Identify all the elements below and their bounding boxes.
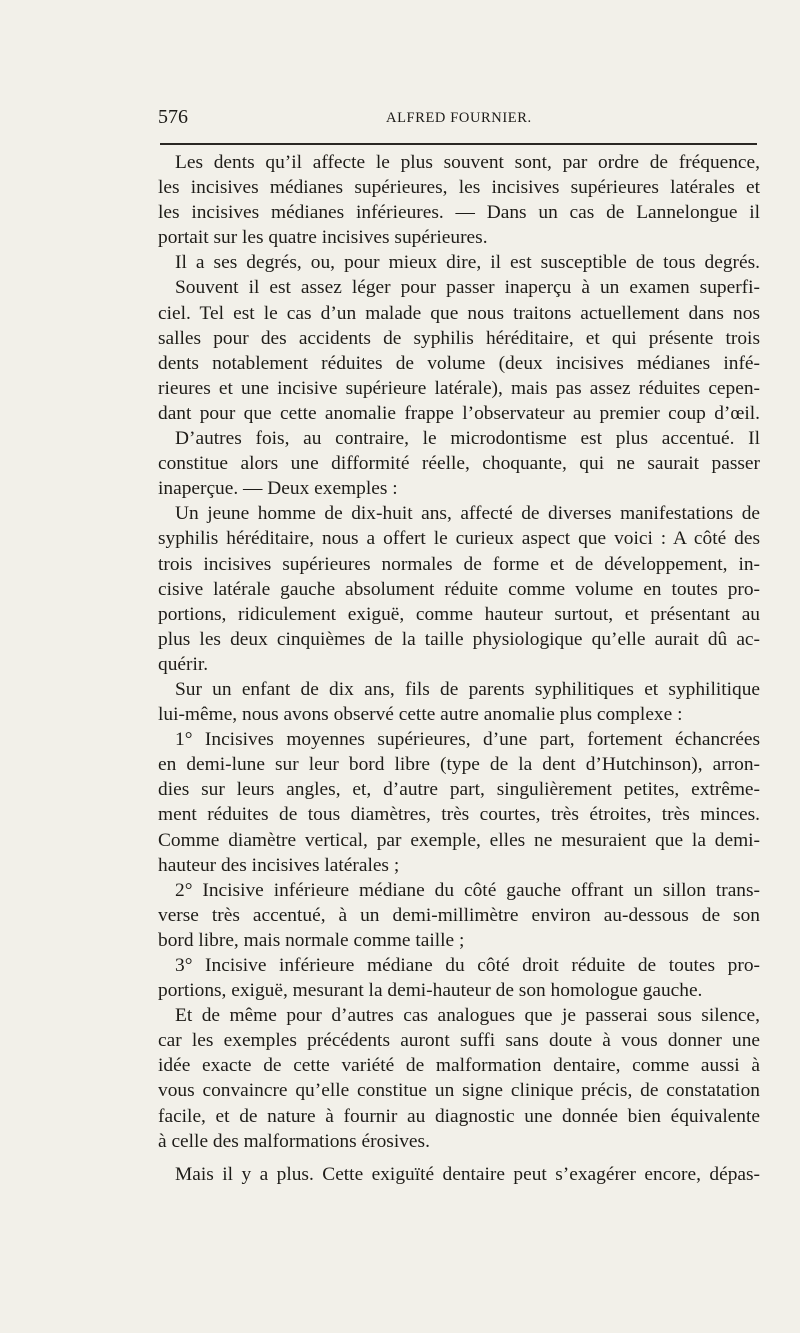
body-text	[158, 150, 760, 1187]
text-line: Sur un enfant de dix ans, fils de parents syphilitiques et syphilitique	[175, 678, 760, 700]
text-line: verse très accentué, à un demi-millimètre environ au-dessous de son	[158, 904, 760, 926]
text-line: 2° Incisive inférieure médiane du côté gauche offrant un sillon trans-	[175, 879, 760, 901]
text-line: ciel. Tel est le cas d’un malade que nous traitons actuellement dans nos	[158, 302, 760, 324]
text-line: vous convaincre qu’elle constitue un signe clinique précis, de constatation	[158, 1080, 760, 1102]
text-line: facile, et de nature à fournir au diagnostic une donnée bien équivalente	[158, 1105, 760, 1127]
text-line: inaperçue. — Deux exemples :	[158, 478, 398, 500]
text-line: Il a ses degrés, ou, pour mieux dire, il est susceptible de tous degrés.	[175, 252, 760, 274]
text-line: 1° Incisives moyennes supérieures, d’une part, fortement échancrées	[175, 729, 760, 751]
text-line: à celle des malformations érosives.	[158, 1130, 430, 1152]
text-line: bord libre, mais normale comme taille ;	[158, 929, 465, 951]
text-line: cisive latérale gauche absolument réduite comme volume en toutes pro-	[158, 578, 760, 600]
text-line: plus les deux cinquièmes de la taille physiologique qu’elle aurait dû ac-	[158, 628, 760, 650]
text-line: Comme diamètre vertical, par exemple, elles ne mesuraient que la demi-	[158, 829, 760, 851]
text-line: portions, exiguë, mesurant la demi-hauteur de son homologue gauche.	[158, 980, 703, 1002]
text-line: dents notablement réduites de volume (deux incisives médianes infé-	[158, 352, 760, 374]
text-line: Souvent il est assez léger pour passer inaperçu à un examen superfi-	[175, 277, 760, 299]
text-line: trois incisives supérieures normales de forme et de développement, in-	[158, 553, 760, 575]
text-line: syphilis héréditaire, nous a offert le curieux aspect que voici : A côté des	[158, 528, 760, 550]
text-line: rieures et une incisive supérieure latérale), mais pas assez réduites cepen-	[158, 377, 760, 399]
text-line: dant pour que cette anomalie frappe l’observateur au premier coup d’œil.	[158, 402, 760, 424]
text-line: car les exemples précédents auront suffi sans doute à vous donner une	[158, 1030, 760, 1052]
text-line: Un jeune homme de dix-huit ans, affecté de diverses manifestations de	[175, 503, 760, 525]
page-header	[158, 106, 758, 134]
text-line: constitue alors une difformité réelle, choquante, qui ne saurait passer	[158, 453, 760, 475]
text-line: les incisives médianes supérieures, les incisives supérieures latérales et	[158, 177, 760, 199]
running-head: ALFRED FOURNIER.	[386, 110, 532, 126]
paragraph-gap	[158, 1154, 760, 1162]
text-line: D’autres fois, au contraire, le microdontisme est plus accentué. Il	[175, 428, 760, 450]
text-line: portait sur les quatre incisives supérieures.	[158, 227, 488, 249]
text-line: idée exacte de cette variété de malformation dentaire, comme aussi à	[158, 1055, 760, 1077]
text-line: salles pour des accidents de syphilis héréditaire, et qui présente trois	[158, 327, 760, 349]
text-line: quérir.	[158, 653, 209, 675]
text-line: 3° Incisive inférieure médiane du côté droit réduite de toutes pro-	[175, 955, 760, 976]
header-rule	[160, 143, 757, 145]
text-line: hauteur des incisives latérales ;	[158, 854, 400, 876]
text-line: dies sur leurs angles, et, d’autre part, singulièrement petites, extrême-	[158, 779, 760, 801]
text-line: Mais il y a plus. Cette exiguïté dentaire peut s’exagérer encore, dépas-	[175, 1163, 760, 1185]
page-number: 576	[158, 106, 188, 128]
text-line: lui-même, nous avons observé cette autre anomalie plus complexe :	[158, 704, 683, 726]
text-line: ment réduites de tous diamètres, très courtes, très étroites, très minces.	[158, 804, 760, 826]
text-line: Les dents qu’il affecte le plus souvent sont, par ordre de fréquence,	[175, 152, 760, 173]
text-line: les incisives médianes inférieures. — Dans un cas de Lannelongue il	[158, 202, 760, 224]
text-line: portions, ridiculement exiguë, comme hauteur surtout, et présentant au	[158, 603, 760, 625]
text-line: Et de même pour d’autres cas analogues que je passerai sous silence,	[175, 1005, 760, 1027]
text-line: en demi-lune sur leur bord libre (type de la dent d’Hutchinson), arron-	[158, 754, 760, 776]
